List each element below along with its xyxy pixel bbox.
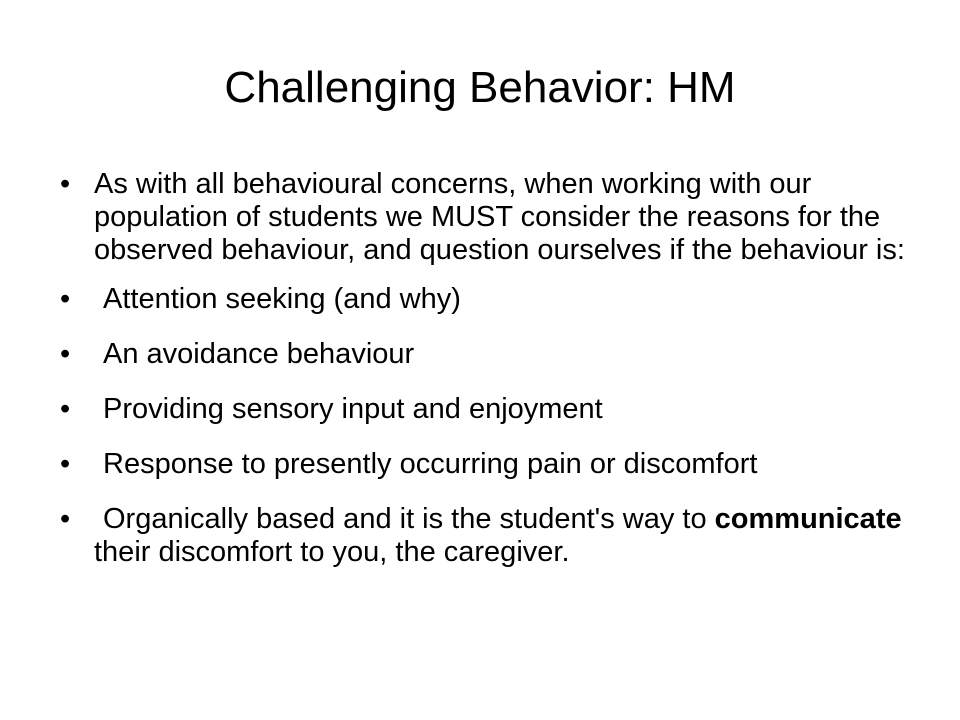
slide-title: Challenging Behavior: HM — [224, 63, 736, 112]
bullet-dot-icon: • — [60, 283, 71, 315]
bullet-dot-icon: • — [60, 168, 71, 200]
bullet-item — [60, 338, 905, 371]
bullet-list — [60, 168, 905, 591]
bullet-text: An avoidance behaviour — [103, 338, 415, 370]
bullet-text-bold: communicate — [714, 503, 902, 535]
bullet-item — [60, 393, 905, 426]
bullet-text: Response to presently occurring pain or discomfort — [103, 448, 758, 480]
bullet-text: Attention seeking (and why) — [103, 283, 461, 315]
bullet-text: As with all behavioural concerns, when working with our population of students we MUST consider the reasons for the observed behaviour, and question ourselves if the behaviour is: — [94, 168, 905, 266]
bullet-text-after: their discomfort to you, the caregiver. — [94, 536, 570, 568]
bullet-dot-icon: • — [60, 393, 71, 425]
bullet-item — [60, 283, 905, 316]
bullet-dot-icon: • — [60, 503, 71, 535]
bullet-item — [60, 503, 905, 569]
bullet-item — [60, 448, 905, 481]
bullet-dot-icon: • — [60, 338, 71, 370]
bullet-dot-icon: • — [60, 448, 71, 480]
bullet-text-before: Organically based and it is the student's way to — [103, 503, 715, 535]
bullet-item — [60, 168, 905, 267]
bullet-text: Providing sensory input and enjoyment — [103, 393, 603, 425]
